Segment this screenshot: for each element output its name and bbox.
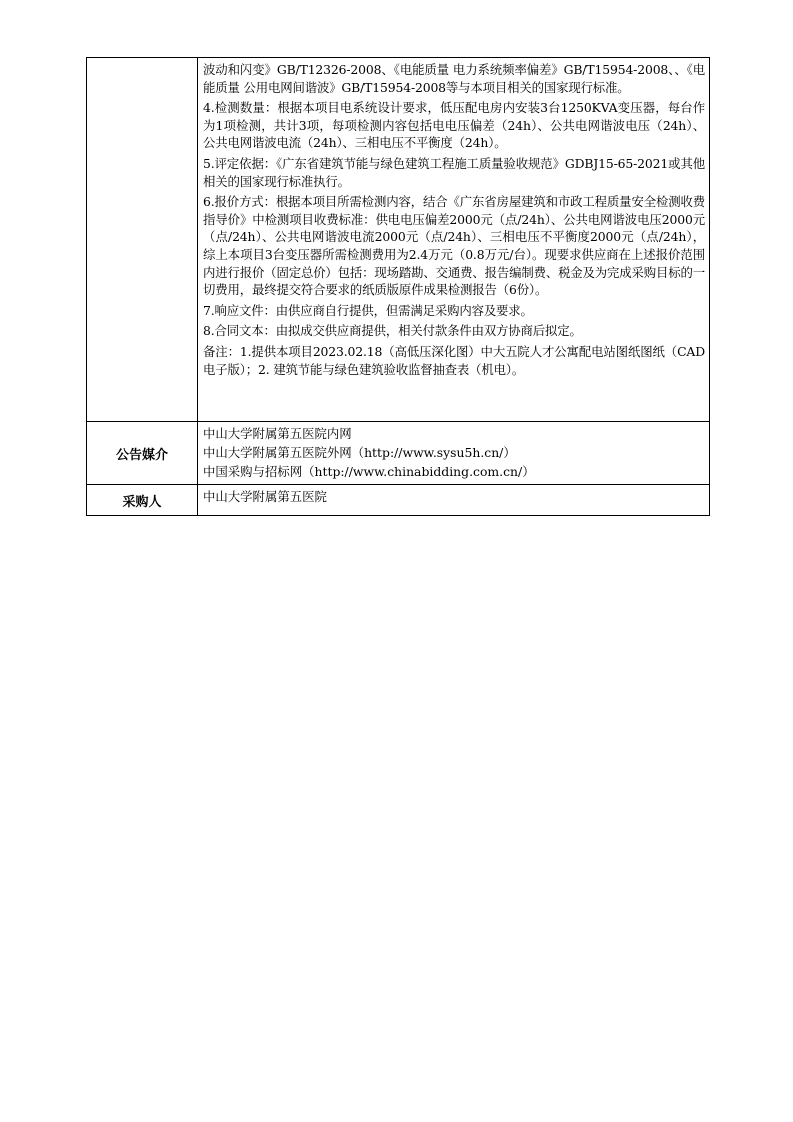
- requirements-content-cell: [198, 58, 710, 422]
- purchaser-label: 采购人: [87, 485, 198, 516]
- purchaser-value: 中山大学附属第五医院: [203, 489, 327, 504]
- evaluation-basis-paragraph: 5.评定依据：《广东省建筑节能与绿色建筑工程施工质量验收规范》GDBJ15-65-2021或其他相关的国家现行标准执行。: [203, 155, 705, 189]
- announcement-media-label: 公告媒介: [87, 422, 198, 485]
- media-intranet-line: 中山大学附属第五医院内网: [203, 426, 352, 441]
- requirements-row: [87, 58, 710, 422]
- requirements-label-cell: [87, 58, 198, 422]
- announcement-media-content: [198, 422, 710, 485]
- purchaser-row: [87, 485, 710, 516]
- detection-quantity-paragraph: 4.检测数量：根据本项目电系统设计要求，低压配电房内安装3台1250KVA变压器，每台作为1项检测，共计3项，每项检测内容包括电电压偏差（24h）、公共电网谐波电压（24h）、公共电网谐波电流（24h）、三相电压不平衡度（24h）。: [203, 100, 705, 151]
- purchaser-content: [198, 485, 710, 516]
- contract-text-paragraph: 8.合同文本：由拟成交供应商提供，相关付款条件由双方协商后拟定。: [203, 323, 582, 339]
- standards-paragraph: 波动和闪变》GB/T12326-2008、《电能质量 电力系统频率偏差》GB/T15954-2008、、《电能质量 公用电网间谐波》GB/T15954-2008等与本项目相关的国家现行标准。: [203, 62, 705, 95]
- announcement-media-row: [87, 422, 710, 485]
- quotation-method-paragraph: 6.报价方式：根据本项目所需检测内容，结合《广东省房屋建筑和市政工程质量安全检测收费指导价》中检测项目收费标准：供电电压偏差2000元（点/24h）、公共电网谐波电压2000元（点/24h）、公共电网谐波电流2000元（点/24h）、三相电压不平衡度2000元（点/24h），综上本项目3台变压器所需检测费用为2.4万元（0.8万元/台）。现要求供应商在上述报价范围内进行报价（固定总价）包括：现场踏勘、交通费、报告编制费、税金及为完成采购目标的一切费用，最终提交符合要求的纸质版原件成果检测报告（6份）。: [203, 194, 705, 298]
- media-extranet-line: 中山大学附属第五医院外网（http://www.sysu5h.cn/）: [203, 445, 516, 460]
- remarks-paragraph: 备注：1.提供本项目2023.02.18（高低压深化图）中大五院人才公寓配电站图纸图纸（CAD电子版）；2. 建筑节能与绿色建筑验收监督抽查表（机电）。: [203, 343, 705, 377]
- media-chinabidding-line: 中国采购与招标网（http://www.chinabidding.com.cn/）: [203, 464, 535, 479]
- response-documents-paragraph: 7.响应文件：由供应商自行提供，但需满足采购内容及要求。: [203, 302, 533, 318]
- procurement-table: [86, 57, 710, 516]
